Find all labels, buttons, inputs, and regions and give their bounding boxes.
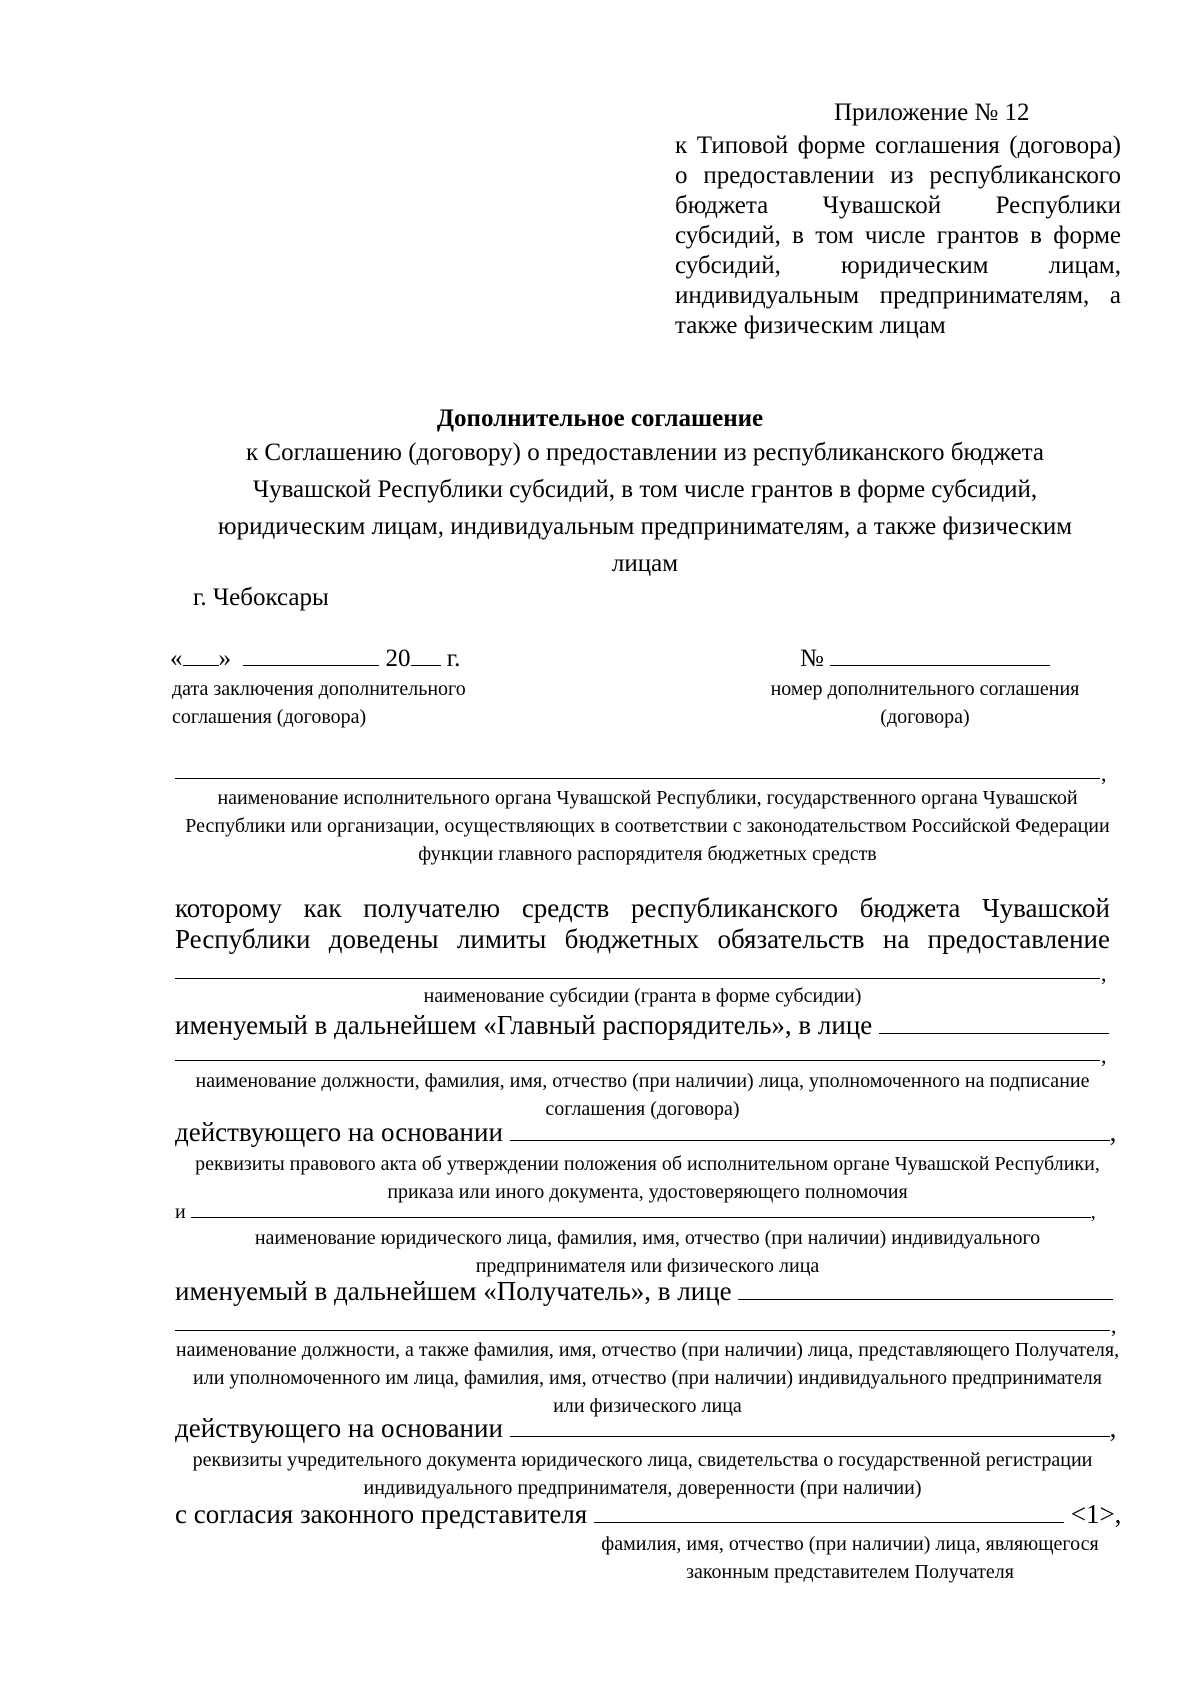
consent-caption: фамилия, имя, отчество (при наличии) лица, являющегося законным представителем Получателя xyxy=(601,1533,1099,1583)
chief-person-blank[interactable] xyxy=(879,1011,1109,1034)
appendix-text: к Типовой форме соглашения (договора) о предоставлении из республиканского бюджета Чувашской Республики субсидий, в том числе грантов в форме субсидий, юридическим лицам, индивидуальным предпринимателям, а также физическим лицам xyxy=(675,132,1121,339)
year-prefix: 20 xyxy=(385,645,411,672)
comma: , xyxy=(1101,761,1107,786)
recipient-name-blank[interactable] xyxy=(191,1201,1091,1218)
recipient-person-caption: наименование должности, а также фамилия, имя, отчество (при наличии) лица, представляющего Получателя, или уполномоченного им лица, фамилия, имя, отчество (при наличии) индивидуального предпринимателя или физического лица xyxy=(175,1339,1120,1417)
day-blank[interactable] xyxy=(183,643,219,666)
appendix-title: Приложение № 12 xyxy=(834,99,1030,126)
acting-row-1: действующего на основании , xyxy=(175,1117,1117,1147)
date-field[interactable] xyxy=(170,643,460,674)
acting-row-2: действующего на основании , xyxy=(175,1413,1117,1443)
year-suffix: г. xyxy=(446,645,461,672)
document-title: Дополнительное соглашение xyxy=(436,405,764,432)
acting-caption-2: реквизиты учредительного документа юридического лица, свидетельства о государственной регистрации индивидуального предпринимателя, доверенности (при наличии) xyxy=(192,1449,1093,1499)
date-close-quote: » xyxy=(218,645,231,672)
chief-row: именуемый в дальнейшем «Главный распорядитель», в лице xyxy=(175,1010,1109,1041)
recipient-name-caption: наименование юридического лица, фамилия, имя, отчество (при наличии) индивидуального предпринимателя или физического лица xyxy=(254,1227,1041,1277)
number-caption: номер дополнительного соглашения (договора) xyxy=(770,678,1080,728)
city: г. Чебоксары xyxy=(193,584,329,611)
authority-blank[interactable] xyxy=(175,778,1100,779)
chief-person-caption: наименование должности, фамилия, имя, отчество (при наличии) лица, уполномоченного на подписание соглашения (договора) xyxy=(195,1070,1090,1120)
consent-row: с согласия законного представителя <1>, xyxy=(175,1499,1122,1529)
authority-caption: наименование исполнительного органа Чувашской Республики, государственного органа Чувашской Республики или организации, осуществляющих в соответствии с законодательством Российской Федерации функции главного распорядителя бюджетных средств xyxy=(185,787,1110,865)
subsidy-blank[interactable] xyxy=(175,978,1100,979)
recipient-person-blank[interactable] xyxy=(738,1277,1113,1300)
year-blank[interactable] xyxy=(411,643,441,666)
limits-text: которому как получателю средств республиканского бюджета Чувашской Республики доведены лимиты бюджетных обязательств на предоставление xyxy=(175,893,1110,986)
consent-blank[interactable] xyxy=(594,1500,1064,1523)
comma: , xyxy=(1111,1313,1117,1338)
subsidy-caption: наименование субсидии (гранта в форме субсидии) xyxy=(423,985,862,1007)
and-row: и , xyxy=(175,1201,1096,1223)
chief-person-blank-line[interactable] xyxy=(175,1060,1100,1061)
date-caption: дата заключения дополнительного соглашения (договора) xyxy=(172,678,466,728)
comma: , xyxy=(1101,1043,1107,1068)
date-open-quote: « xyxy=(170,645,183,672)
acting-basis-1-blank[interactable] xyxy=(510,1118,1110,1141)
month-blank[interactable] xyxy=(243,643,379,666)
recipient-row: именуемый в дальнейшем «Получатель», в лице xyxy=(175,1276,1113,1307)
number-blank[interactable] xyxy=(830,643,1050,666)
acting-basis-2-blank[interactable] xyxy=(510,1414,1110,1437)
number-field[interactable] xyxy=(800,643,1050,674)
acting-caption-1: реквизиты правового акта об утверждении положения об исполнительном органе Чувашской Республики, приказа или иного документа, удостоверяющего полномочия xyxy=(195,1153,1100,1203)
document-subtitle: к Соглашению (договору) о предоставлении из республиканского бюджета Чувашской Республики субсидий, в том числе грантов в форме субсидий, юридическим лицам, индивидуальным предпринимателям, а также физическим лицам xyxy=(217,439,1073,577)
recipient-person-blank-line[interactable] xyxy=(175,1330,1110,1331)
limits-blank[interactable] xyxy=(175,956,245,979)
comma: , xyxy=(1101,961,1107,986)
number-symbol: № xyxy=(800,645,824,672)
